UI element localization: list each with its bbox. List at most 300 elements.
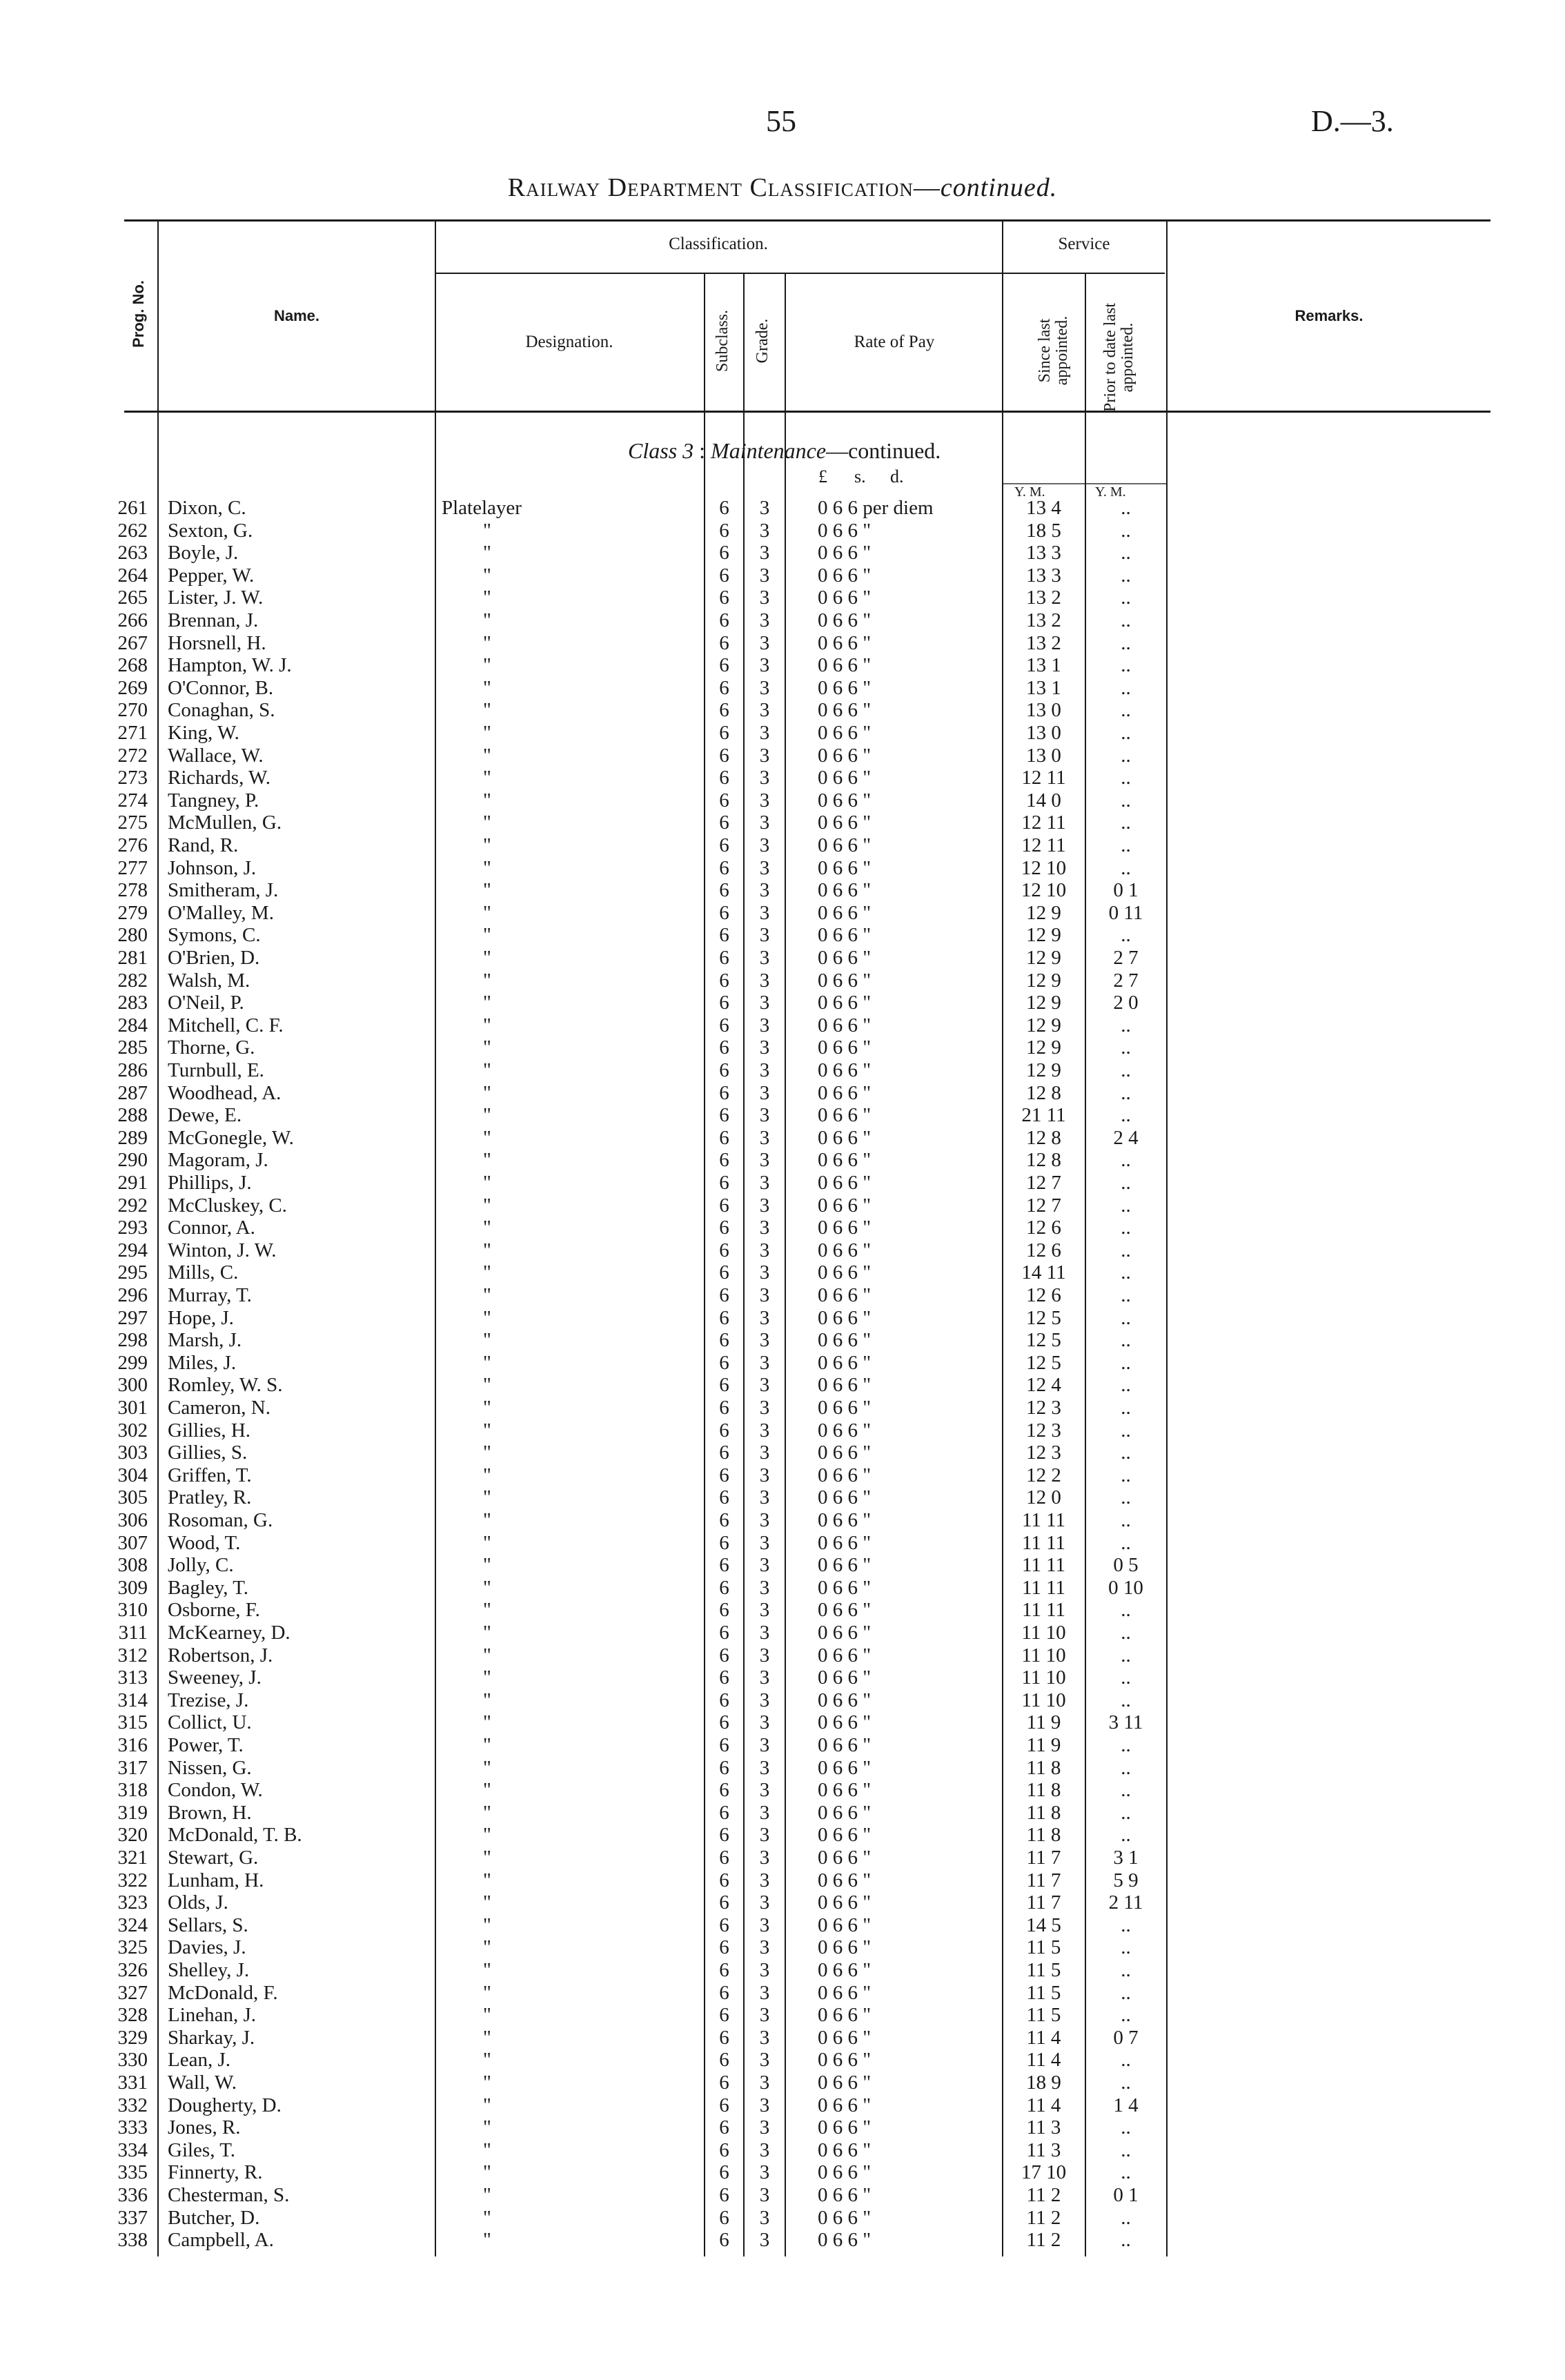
- row-designation: ": [483, 2161, 491, 2184]
- row-rate: 0 6 6 ": [818, 1126, 872, 1149]
- row-prior-to-date: 0 10: [1108, 1576, 1143, 1599]
- row-grade: 3: [759, 1104, 770, 1127]
- row-grade: 3: [759, 901, 770, 924]
- row-grade: 3: [759, 609, 770, 631]
- row-grade: 3: [759, 497, 770, 519]
- row-prog-no: 274: [117, 789, 148, 812]
- row-designation: ": [483, 1284, 491, 1306]
- unit-prior-ym: Y. M.: [1095, 484, 1126, 500]
- row-name: Osborne, F.: [168, 1599, 260, 1622]
- row-since-last: 11 11: [1021, 1576, 1066, 1599]
- row-rate: 0 6 6 ": [818, 631, 872, 654]
- unit-shillings: s.: [854, 466, 866, 486]
- row-prog-no: 270: [117, 699, 148, 722]
- row-name: Pepper, W.: [168, 564, 255, 587]
- row-grade: 3: [759, 1261, 770, 1284]
- row-rate: 0 6 6 ": [818, 1239, 872, 1261]
- row-prog-no: 289: [117, 1126, 148, 1149]
- row-subclass: 6: [719, 969, 729, 992]
- row-grade: 3: [759, 1149, 770, 1172]
- row-subclass: 6: [719, 1644, 729, 1666]
- row-subclass: 6: [719, 1284, 729, 1306]
- row-rate: 0 6 6 ": [818, 834, 872, 856]
- row-since-last: 12 9: [1026, 1014, 1061, 1036]
- row-rate: 0 6 6 ": [818, 722, 872, 744]
- row-grade: 3: [759, 1801, 770, 1824]
- row-prog-no: 264: [117, 564, 148, 587]
- row-subclass: 6: [719, 1801, 729, 1824]
- row-subclass: 6: [719, 1824, 729, 1847]
- row-designation: ": [483, 1374, 491, 1397]
- row-prior-to-date: ..: [1121, 1397, 1131, 1419]
- row-designation: ": [483, 1261, 491, 1284]
- row-rate: 0 6 6 ": [818, 969, 872, 992]
- row-prog-no: 297: [117, 1306, 148, 1329]
- row-prog-no: 323: [117, 1891, 148, 1914]
- row-rate: 0 6 6 ": [818, 1869, 872, 1891]
- row-rate: 0 6 6 ": [818, 992, 872, 1014]
- row-prior-to-date: ..: [1121, 1194, 1131, 1217]
- row-grade: 3: [759, 1419, 770, 1442]
- row-prior-to-date: 0 7: [1113, 2026, 1139, 2049]
- row-subclass: 6: [719, 1711, 729, 1734]
- row-rate: 0 6 6 ": [818, 1779, 872, 1802]
- classification-subrule: [435, 273, 1165, 274]
- row-designation: ": [483, 1779, 491, 1802]
- row-rate: 0 6 6 ": [818, 812, 872, 834]
- row-prog-no: 267: [117, 631, 148, 654]
- row-since-last: 11 5: [1026, 1936, 1061, 1959]
- row-name: Smitheram, J.: [168, 879, 279, 902]
- row-designation: ": [483, 1869, 491, 1891]
- row-subclass: 6: [719, 1261, 729, 1284]
- row-grade: 3: [759, 1734, 770, 1756]
- row-grade: 3: [759, 1194, 770, 1217]
- row-subclass: 6: [719, 767, 729, 789]
- row-since-last: 21 11: [1021, 1104, 1066, 1127]
- row-grade: 3: [759, 1914, 770, 1936]
- row-designation: ": [483, 587, 491, 609]
- row-rate: 0 6 6 ": [818, 1711, 872, 1734]
- row-since-last: 11 5: [1026, 1959, 1061, 1981]
- row-grade: 3: [759, 1374, 770, 1397]
- row-prog-no: 301: [117, 1397, 148, 1419]
- row-prior-to-date: ..: [1121, 1801, 1131, 1824]
- row-subclass: 6: [719, 1329, 729, 1352]
- row-prog-no: 298: [117, 1329, 148, 1352]
- row-designation: ": [483, 2004, 491, 2027]
- row-name: Jones, R.: [168, 2116, 241, 2139]
- row-grade: 3: [759, 1329, 770, 1352]
- row-name: Pratley, R.: [168, 1486, 252, 1509]
- row-since-last: 11 8: [1026, 1779, 1061, 1802]
- row-grade: 3: [759, 856, 770, 879]
- row-prog-no: 294: [117, 1239, 148, 1261]
- row-designation: ": [483, 1081, 491, 1104]
- row-name: Cameron, N.: [168, 1397, 270, 1419]
- row-grade: 3: [759, 1689, 770, 1711]
- row-since-last: 11 9: [1026, 1711, 1061, 1734]
- row-since-last: 14 5: [1026, 1914, 1061, 1936]
- row-since-last: 13 2: [1026, 587, 1061, 609]
- row-name: Miles, J.: [168, 1351, 237, 1374]
- row-grade: 3: [759, 1644, 770, 1666]
- row-since-last: 11 9: [1026, 1734, 1061, 1756]
- row-prog-no: 299: [117, 1351, 148, 1374]
- row-grade: 3: [759, 2026, 770, 2049]
- row-prog-no: 335: [117, 2161, 148, 2184]
- row-designation: ": [483, 1666, 491, 1689]
- row-name: McKearney, D.: [168, 1622, 291, 1644]
- row-prog-no: 277: [117, 856, 148, 879]
- row-prog-no: 284: [117, 1014, 148, 1036]
- row-rate: 0 6 6 ": [818, 789, 872, 812]
- row-prog-no: 302: [117, 1419, 148, 1442]
- row-designation: ": [483, 969, 491, 992]
- row-prog-no: 311: [118, 1622, 148, 1644]
- row-prog-no: 303: [117, 1442, 148, 1464]
- row-designation: ": [483, 1644, 491, 1666]
- row-rate: 0 6 6 ": [818, 1734, 872, 1756]
- row-grade: 3: [759, 1059, 770, 1081]
- row-rate: 0 6 6 ": [818, 1014, 872, 1036]
- row-designation: ": [483, 1036, 491, 1059]
- row-prog-no: 273: [117, 767, 148, 789]
- row-prog-no: 331: [117, 2072, 148, 2094]
- row-rate: 0 6 6 ": [818, 1486, 872, 1509]
- row-since-last: 12 10: [1021, 856, 1067, 879]
- row-subclass: 6: [719, 1531, 729, 1554]
- row-prog-no: 324: [117, 1914, 148, 1936]
- row-prog-no: 314: [117, 1689, 148, 1711]
- row-subclass: 6: [719, 1622, 729, 1644]
- row-since-last: 12 9: [1026, 901, 1061, 924]
- row-grade: 3: [759, 2049, 770, 2072]
- row-prog-no: 293: [117, 1217, 148, 1239]
- row-subclass: 6: [719, 744, 729, 767]
- row-since-last: 13 2: [1026, 631, 1061, 654]
- row-subclass: 6: [719, 1172, 729, 1194]
- row-subclass: 6: [719, 2072, 729, 2094]
- row-rate: 0 6 6 ": [818, 676, 872, 699]
- row-prog-no: 320: [117, 1824, 148, 1847]
- row-grade: 3: [759, 1397, 770, 1419]
- row-prior-to-date: ..: [1121, 587, 1131, 609]
- row-name: Murray, T.: [168, 1284, 252, 1306]
- row-designation: ": [483, 1531, 491, 1554]
- row-prior-to-date: ..: [1121, 1351, 1131, 1374]
- row-subclass: 6: [719, 812, 729, 834]
- row-prior-to-date: ..: [1121, 1824, 1131, 1847]
- row-grade: 3: [759, 789, 770, 812]
- row-prior-to-date: 0 1: [1113, 879, 1139, 902]
- row-prior-to-date: 0 1: [1113, 2184, 1139, 2206]
- row-rate: 0 6 6 ": [818, 2116, 872, 2139]
- row-since-last: 11 2: [1026, 2184, 1061, 2206]
- row-since-last: 11 2: [1026, 2229, 1061, 2252]
- row-prog-no: 318: [117, 1779, 148, 1802]
- row-rate: 0 6 6 ": [818, 1689, 872, 1711]
- row-prog-no: 275: [117, 812, 148, 834]
- row-subclass: 6: [719, 2161, 729, 2184]
- section-suffix: —continued.: [826, 438, 941, 463]
- row-rate: 0 6 6 ": [818, 1442, 872, 1464]
- row-name: Griffen, T.: [168, 1464, 252, 1486]
- row-name: Turnbull, E.: [168, 1059, 264, 1081]
- row-grade: 3: [759, 519, 770, 542]
- row-prior-to-date: 2 7: [1113, 947, 1139, 969]
- row-designation: ": [483, 2026, 491, 2049]
- row-name: Finnerty, R.: [168, 2161, 263, 2184]
- row-since-last: 13 4: [1026, 497, 1061, 519]
- row-grade: 3: [759, 1239, 770, 1261]
- row-since-last: 12 11: [1021, 812, 1066, 834]
- row-designation: ": [483, 1936, 491, 1959]
- row-name: McCluskey, C.: [168, 1194, 287, 1217]
- row-grade: 3: [759, 969, 770, 992]
- header-classification: Classification.: [669, 235, 768, 253]
- row-subclass: 6: [719, 879, 729, 902]
- row-since-last: 11 4: [1026, 2049, 1061, 2072]
- row-prog-no: 310: [117, 1599, 148, 1622]
- row-rate: 0 6 6 ": [818, 1374, 872, 1397]
- row-rate: 0 6 6 ": [818, 924, 872, 947]
- header-since-last-appointed: Since last appointed.: [1036, 315, 1072, 386]
- row-designation: ": [483, 744, 491, 767]
- row-designation: ": [483, 1419, 491, 1442]
- row-since-last: 11 8: [1026, 1801, 1061, 1824]
- row-prior-to-date: ..: [1121, 1936, 1131, 1959]
- row-grade: 3: [759, 744, 770, 767]
- row-prog-no: 266: [117, 609, 148, 631]
- row-since-last: 11 10: [1021, 1644, 1066, 1666]
- row-since-last: 13 3: [1026, 564, 1061, 587]
- row-prior-to-date: ..: [1121, 812, 1131, 834]
- row-since-last: 12 4: [1026, 1374, 1061, 1397]
- row-prog-no: 280: [117, 924, 148, 947]
- divider-name-designation: [435, 221, 436, 2256]
- row-prog-no: 316: [117, 1734, 148, 1756]
- row-designation: ": [483, 789, 491, 812]
- row-grade: 3: [759, 1172, 770, 1194]
- row-designation: ": [483, 609, 491, 631]
- divider-prog-name: [157, 221, 159, 2256]
- row-prior-to-date: ..: [1121, 1036, 1131, 1059]
- row-since-last: 12 3: [1026, 1442, 1061, 1464]
- row-rate: 0 6 6 ": [818, 1914, 872, 1936]
- row-rate: 0 6 6 ": [818, 699, 872, 722]
- row-rate: 0 6 6 ": [818, 767, 872, 789]
- row-subclass: 6: [719, 609, 729, 631]
- row-prog-no: 305: [117, 1486, 148, 1509]
- row-prog-no: 333: [117, 2116, 148, 2139]
- row-grade: 3: [759, 587, 770, 609]
- row-name: O'Connor, B.: [168, 676, 274, 699]
- row-designation: ": [483, 1576, 491, 1599]
- row-subclass: 6: [719, 1847, 729, 1869]
- row-designation: ": [483, 1239, 491, 1261]
- row-grade: 3: [759, 676, 770, 699]
- row-name: Jolly, C.: [168, 1554, 234, 1577]
- row-prog-no: 281: [117, 947, 148, 969]
- row-grade: 3: [759, 1936, 770, 1959]
- row-since-last: 12 10: [1021, 879, 1067, 902]
- row-subclass: 6: [719, 1217, 729, 1239]
- page-number: 55: [766, 104, 796, 138]
- row-designation: ": [483, 2072, 491, 2094]
- row-prior-to-date: ..: [1121, 1509, 1131, 1531]
- row-prior-to-date: 0 5: [1113, 1554, 1139, 1577]
- row-name: Davies, J.: [168, 1936, 246, 1959]
- row-name: Conaghan, S.: [168, 699, 275, 722]
- row-prior-to-date: ..: [1121, 497, 1131, 519]
- row-subclass: 6: [719, 1959, 729, 1981]
- row-prior-to-date: ..: [1121, 1104, 1131, 1127]
- row-prior-to-date: ..: [1121, 2138, 1131, 2161]
- row-since-last: 12 6: [1026, 1239, 1061, 1261]
- row-grade: 3: [759, 1509, 770, 1531]
- row-subclass: 6: [719, 2206, 729, 2229]
- row-grade: 3: [759, 1981, 770, 2004]
- row-designation: ": [483, 834, 491, 856]
- row-grade: 3: [759, 2161, 770, 2184]
- row-since-last: 11 7: [1026, 1869, 1061, 1891]
- row-prior-to-date: 2 0: [1113, 992, 1139, 1014]
- row-name: O'Neil, P.: [168, 992, 244, 1014]
- row-name: Richards, W.: [168, 767, 271, 789]
- row-rate: 0 6 6 ": [818, 1397, 872, 1419]
- row-grade: 3: [759, 879, 770, 902]
- row-rate: 0 6 6 ": [818, 2229, 872, 2252]
- row-name: Shelley, J.: [168, 1959, 250, 1981]
- row-name: Symons, C.: [168, 924, 261, 947]
- row-since-last: 12 9: [1026, 969, 1061, 992]
- row-subclass: 6: [719, 2184, 729, 2206]
- row-since-last: 11 7: [1026, 1847, 1061, 1869]
- row-rate: 0 6 6 ": [818, 1554, 872, 1577]
- row-prog-no: 282: [117, 969, 148, 992]
- row-grade: 3: [759, 1351, 770, 1374]
- row-name: Olds, J.: [168, 1891, 228, 1914]
- row-grade: 3: [759, 1554, 770, 1577]
- row-subclass: 6: [719, 1239, 729, 1261]
- row-prior-to-date: ..: [1121, 631, 1131, 654]
- row-subclass: 6: [719, 2116, 729, 2139]
- row-designation: ": [483, 1397, 491, 1419]
- row-designation: ": [483, 1329, 491, 1352]
- row-name: Magoram, J.: [168, 1149, 268, 1172]
- header-bottom-rule: [124, 411, 1490, 413]
- row-grade: 3: [759, 1869, 770, 1891]
- row-prior-to-date: ..: [1121, 2049, 1131, 2072]
- row-since-last: 11 4: [1026, 2094, 1061, 2116]
- row-grade: 3: [759, 1622, 770, 1644]
- row-name: Brennan, J.: [168, 609, 259, 631]
- row-rate: 0 6 6 ": [818, 2072, 872, 2094]
- row-grade: 3: [759, 2206, 770, 2229]
- row-designation: ": [483, 901, 491, 924]
- row-prog-no: 306: [117, 1509, 148, 1531]
- row-grade: 3: [759, 1576, 770, 1599]
- row-since-last: 12 3: [1026, 1419, 1061, 1442]
- row-since-last: 12 11: [1021, 834, 1066, 856]
- row-prior-to-date: 3 1: [1113, 1847, 1139, 1869]
- row-designation: ": [483, 1554, 491, 1577]
- row-subclass: 6: [719, 1351, 729, 1374]
- row-prog-no: 334: [117, 2138, 148, 2161]
- row-prior-to-date: ..: [1121, 1644, 1131, 1666]
- row-subclass: 6: [719, 1576, 729, 1599]
- row-designation: ": [483, 519, 491, 542]
- row-prog-no: 261: [117, 497, 148, 519]
- row-name: Rosoman, G.: [168, 1509, 273, 1531]
- row-prior-to-date: ..: [1121, 924, 1131, 947]
- row-subclass: 6: [719, 1194, 729, 1217]
- row-since-last: 12 5: [1026, 1351, 1061, 1374]
- row-designation: ": [483, 2094, 491, 2116]
- row-since-last: 18 9: [1026, 2072, 1061, 2094]
- row-prior-to-date: ..: [1121, 1217, 1131, 1239]
- row-rate: 0 6 6 ": [818, 1261, 872, 1284]
- row-designation: ": [483, 722, 491, 744]
- row-subclass: 6: [719, 1779, 729, 1802]
- row-subclass: 6: [719, 1869, 729, 1891]
- row-grade: 3: [759, 1666, 770, 1689]
- row-prior-to-date: ..: [1121, 676, 1131, 699]
- row-rate: 0 6 6 ": [818, 1194, 872, 1217]
- row-grade: 3: [759, 767, 770, 789]
- row-subclass: 6: [719, 1306, 729, 1329]
- row-prog-no: 292: [117, 1194, 148, 1217]
- row-since-last: 12 6: [1026, 1284, 1061, 1306]
- row-subclass: 6: [719, 1981, 729, 2004]
- row-prog-no: 304: [117, 1464, 148, 1486]
- row-prog-no: 262: [117, 519, 148, 542]
- row-designation: ": [483, 699, 491, 722]
- row-prog-no: 313: [117, 1666, 148, 1689]
- row-grade: 3: [759, 1306, 770, 1329]
- row-since-last: 12 9: [1026, 992, 1061, 1014]
- row-subclass: 6: [719, 1442, 729, 1464]
- row-prior-to-date: ..: [1121, 2072, 1131, 2094]
- row-subclass: 6: [719, 947, 729, 969]
- row-prior-to-date: 1 4: [1113, 2094, 1139, 2116]
- row-subclass: 6: [719, 1059, 729, 1081]
- row-prior-to-date: ..: [1121, 1239, 1131, 1261]
- row-prog-no: 319: [117, 1801, 148, 1824]
- row-subclass: 6: [719, 789, 729, 812]
- row-subclass: 6: [719, 2094, 729, 2116]
- row-rate: 0 6 6 ": [818, 1531, 872, 1554]
- row-designation: ": [483, 924, 491, 947]
- section-name: Maintenance: [711, 438, 827, 463]
- row-prior-to-date: ..: [1121, 699, 1131, 722]
- row-grade: 3: [759, 542, 770, 564]
- row-prog-no: 278: [117, 879, 148, 902]
- row-prog-no: 336: [117, 2184, 148, 2206]
- row-grade: 3: [759, 1081, 770, 1104]
- row-prog-no: 328: [117, 2004, 148, 2027]
- row-since-last: 11 11: [1021, 1509, 1066, 1531]
- row-prior-to-date: ..: [1121, 767, 1131, 789]
- row-prior-to-date: ..: [1121, 1059, 1131, 1081]
- header-prog-no: Prog. No.: [130, 280, 147, 348]
- row-prog-no: 337: [117, 2206, 148, 2229]
- row-designation: ": [483, 564, 491, 587]
- row-prog-no: 312: [117, 1644, 148, 1666]
- row-grade: 3: [759, 631, 770, 654]
- row-prog-no: 326: [117, 1959, 148, 1981]
